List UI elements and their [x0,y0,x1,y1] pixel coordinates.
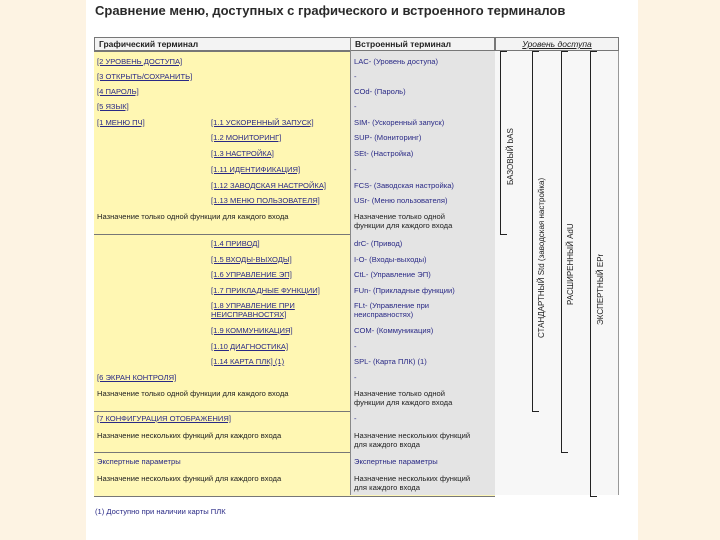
menu-item: [1.5 ВХОДЫ-ВЫХОДЫ] [211,255,292,264]
menu-code: COM- (Коммуникация) [354,326,434,335]
menu-code: - [354,342,357,351]
header-access: Уровень доступа [495,37,619,51]
menu-code: - [354,414,357,423]
menu-code: FUn- (Прикладные функции) [354,286,455,295]
footnote: (1) Доступно при наличии карты ПЛК [95,507,226,516]
menu-item: [1.7 ПРИКЛАДНЫЕ ФУНКЦИИ] [211,286,320,295]
assign-note: Назначение только одной [354,212,446,221]
assign-note: Назначение нескольких функций [354,431,471,440]
menu-code: CtL- (Управление ЭП) [354,270,431,279]
menu-item: [1.2 МОНИТОРИНГ] [211,133,282,142]
menu-code: drC- (Привод) [354,239,403,248]
level-expert-label: ЭКСПЕРТНЫЙ EPr [596,253,605,325]
menu-item: [2 УРОВЕНЬ ДОСТУПА] [97,57,183,66]
menu-item: [3 ОТКРЫТЬ/СОХРАНИТЬ] [97,72,193,81]
menu-code: SPL- (Карта ПЛК) (1) [354,357,427,366]
assign-note: Назначение только одной [354,389,446,398]
menu-code: - [354,165,357,174]
assign-note: Назначение нескольких функций для каждого входа [97,431,282,440]
menu-item: [1.12 ЗАВОДСКАЯ НАСТРОЙКА] [211,181,327,190]
menu-code: I-O- (Входы-выходы) [354,255,427,264]
menu-item: [1.10 ДИАГНОСТИКА] [211,342,289,351]
menu-code: LAC- (Уровень доступа) [354,57,438,66]
assign-note: Назначение нескольких функций для каждого входа [97,474,282,483]
menu-item: [7 КОНФИГУРАЦИЯ ОТОБРАЖЕНИЯ] [97,414,231,423]
level-standard-label: СТАНДАРТНЫЙ Std (заводская настройка) [537,177,546,338]
menu-item: [6 ЭКРАН КОНТРОЛЯ] [97,373,177,382]
assign-note: Назначение нескольких функций [354,474,471,483]
menu-item: [1.14 КАРТА ПЛК] (1) [211,357,285,366]
menu-item: [4 ПАРОЛЬ] [97,87,139,96]
header-embedded: Встроенный терминал [350,37,495,51]
menu-item: [1.1 УСКОРЕННЫЙ ЗАПУСК] [211,118,314,127]
menu-item: [1.3 НАСТРОЙКА] [211,149,274,158]
menu-code: SIM- (Ускоренный запуск) [354,118,445,127]
header-graphic: Графический терминал [94,37,351,51]
menu-item: [1.4 ПРИВОД] [211,239,260,248]
menu-item: [1.13 МЕНЮ ПОЛЬЗОВАТЕЛЯ] [211,196,320,205]
assign-note: функции для каждого входа [354,398,453,407]
menu-item: [1 МЕНЮ ПЧ] [97,118,145,127]
assign-note: Назначение только одной функции для каждого входа [97,212,289,221]
level-extended-label: РАСШИРЕННЫЙ AdU [566,223,575,305]
menu-item: [1.8 УПРАВЛЕНИЕ ПРИ [211,301,295,310]
page-title: Сравнение меню, доступных с графического и встроенного терминалов [95,3,566,18]
menu-code: FLt- (Управление при [354,301,430,310]
menu-code: Экспертные параметры [354,457,438,466]
level-basic-label: БАЗОВЫЙ bAS [506,128,515,185]
menu-item: [1.6 УПРАВЛЕНИЕ ЭП] [211,270,292,279]
menu-item: [5 ЯЗЫК] [97,102,129,111]
menu-code: - [354,102,357,111]
menu-item: Экспертные параметры [97,457,181,466]
column-divider [350,37,351,495]
menu-code: USr- (Меню пользователя) [354,196,448,205]
assign-note: функции для каждого входа [354,221,453,230]
menu-code: - [354,373,357,382]
menu-code: FCS- (Заводская настройка) [354,181,454,190]
menu-code: SEt- (Настройка) [354,149,414,158]
menu-item: [1.9 КОММУНИКАЦИЯ] [211,326,293,335]
assign-note: для каждого входа [354,440,420,449]
menu-item: НЕИСПРАВНОСТЯХ] [211,310,287,319]
assign-note: для каждого входа [354,483,420,492]
menu-code: - [354,72,357,81]
menu-code: SUP- (Мониторинг) [354,133,422,142]
menu-item: [1.11 ИДЕНТИФИКАЦИЯ] [211,165,301,174]
menu-code: COd- (Пароль) [354,87,406,96]
assign-note: Назначение только одной функции для каждого входа [97,389,289,398]
menu-code: неисправностях) [354,310,414,319]
